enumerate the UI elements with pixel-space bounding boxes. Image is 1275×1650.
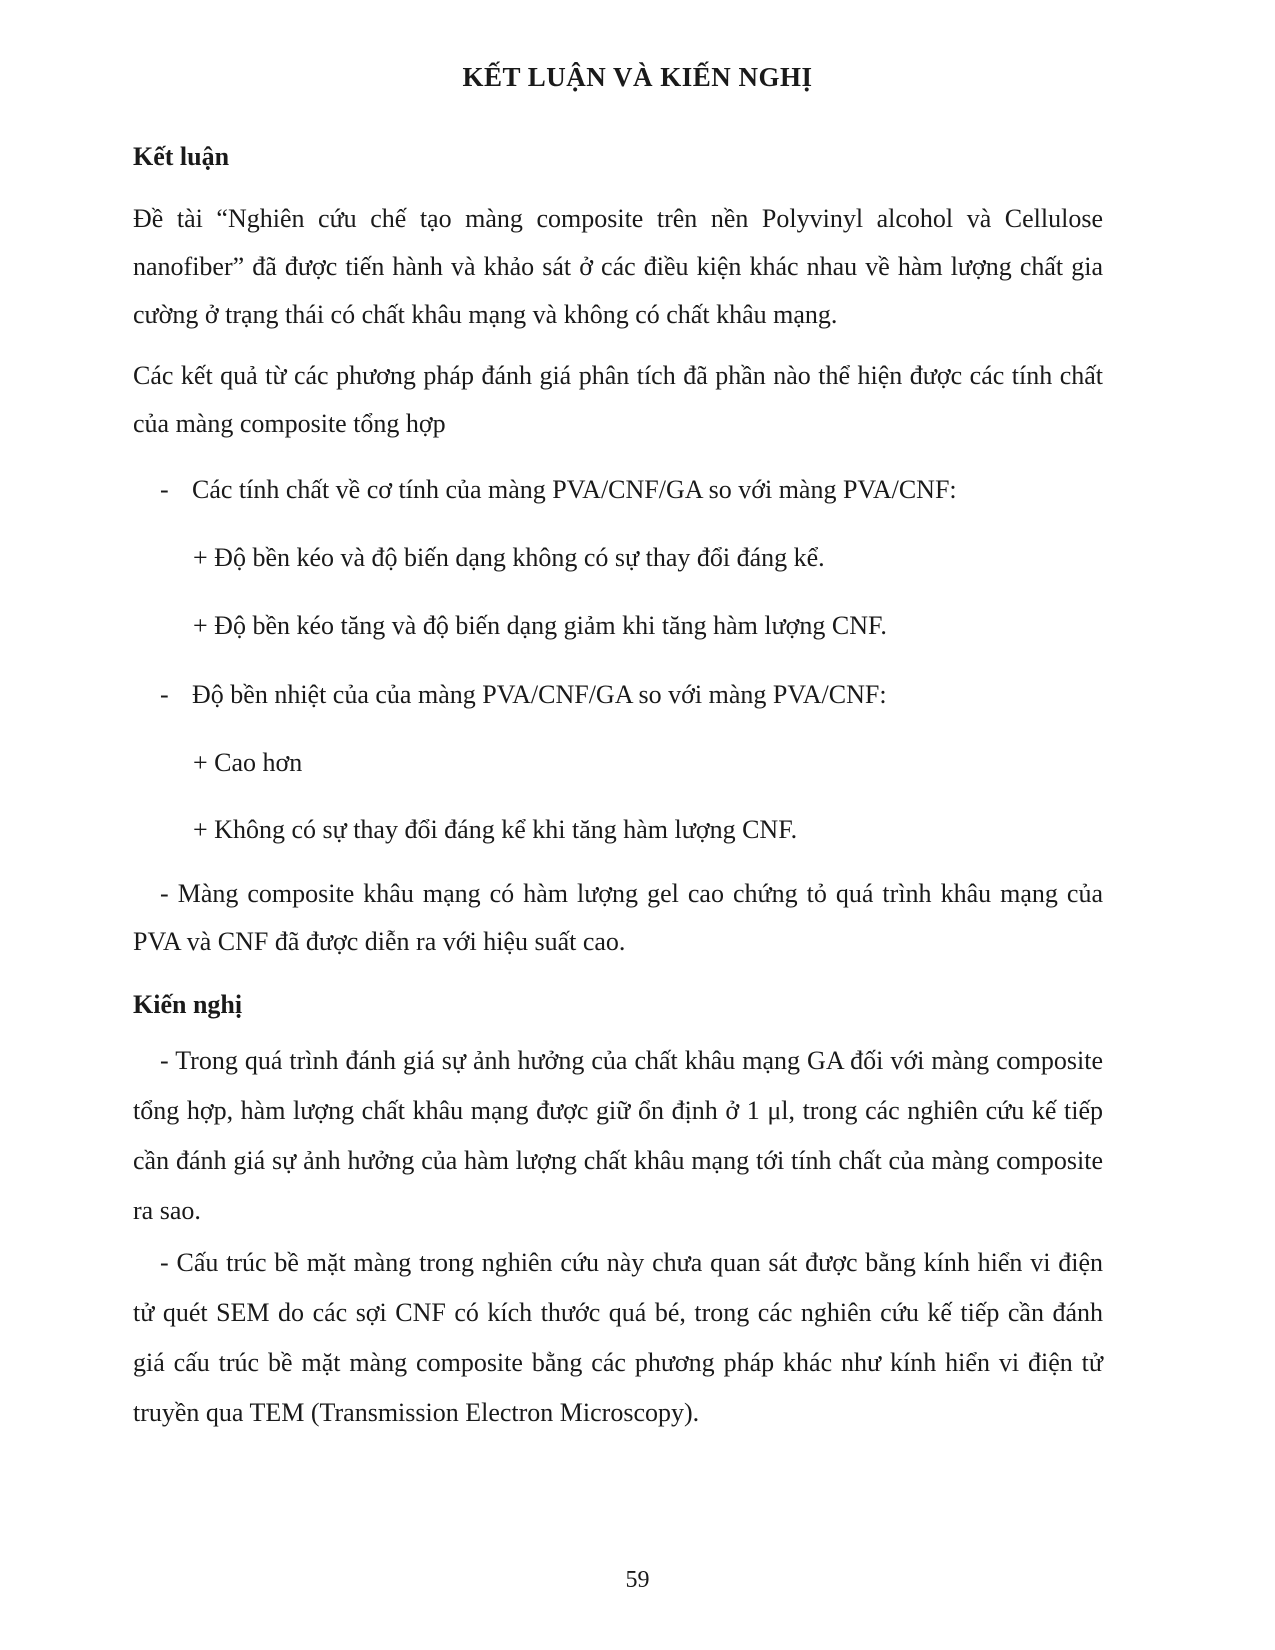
conclusion-paragraph-2: Các kết quả từ các phương pháp đánh giá phân tích đã phần nào thể hiện được các tính chất của màng composite tổng hợp [133, 361, 1103, 438]
conclusion-bullet-1-sub-2: + Độ bền kéo tăng và độ biến dạng giảm khi tăng hàm lượng CNF. [193, 611, 887, 640]
bullet-marker: - [160, 475, 169, 504]
bullet-text: Độ bền nhiệt của của màng PVA/CNF/GA so với màng PVA/CNF: [192, 680, 887, 709]
bullet-marker: - [160, 680, 169, 709]
conclusion-bullet-1 [160, 475, 957, 505]
bullet-text: Cấu trúc bề mặt màng trong nghiên cứu này chưa quan sát được bằng kính hiển vi điện tử quét SEM do các sợi CNF có kích thước quá bé, trong các nghiên cứu kế tiếp cần đánh giá cấu trúc bề mặt màng composite bằng các phương pháp khác như kính hiển vi điện tử truyền qua TEM (Transmission Electron Microscopy). [133, 1248, 1104, 1427]
page-title: KẾT LUẬN VÀ KIẾN NGHỊ [462, 62, 813, 92]
conclusion-bullet-2-sub-2: + Không có sự thay đổi đáng kể khi tăng hàm lượng CNF. [193, 815, 798, 844]
conclusion-paragraph-1: Đề tài “Nghiên cứu chế tạo màng composite trên nền Polyvinyl alcohol và Cellulose nanofiber” đã được tiến hành và khảo sát ở các điều kiện khác nhau về hàm lượng chất gia cường ở trạng thái có chất khâu mạng và không có chất khâu mạng. [133, 204, 1103, 329]
bullet-marker: - [160, 879, 169, 908]
conclusion-heading: Kết luận [133, 142, 230, 171]
bullet-marker: - [160, 1046, 169, 1075]
conclusion-bullet-1-sub-1: + Độ bền kéo và độ biến dạng không có sự thay đổi đáng kể. [193, 543, 825, 572]
bullet-text: Các tính chất về cơ tính của màng PVA/CNF/GA so với màng PVA/CNF: [192, 475, 957, 504]
bullet-marker: - [160, 1248, 169, 1277]
bullet-text: Màng composite khâu mạng có hàm lượng gel cao chứng tỏ quá trình khâu mạng của PVA và CNF đã được diễn ra với hiệu suất cao. [133, 879, 1103, 956]
conclusion-bullet-3 [133, 870, 1103, 966]
recommendation-bullet-1 [133, 1036, 1103, 1236]
conclusion-bullet-2 [160, 680, 887, 710]
recommendation-bullet-2 [133, 1238, 1103, 1438]
conclusion-bullet-2-sub-1: + Cao hơn [193, 748, 303, 777]
bullet-text: Trong quá trình đánh giá sự ảnh hưởng của chất khâu mạng GA đối với màng composite tổng hợp, hàm lượng chất khâu mạng được giữ ổn định ở 1 μl, trong các nghiên cứu kế tiếp cần đánh giá sự ảnh hưởng của hàm lượng chất khâu mạng tới tính chất của màng composite ra sao. [133, 1046, 1103, 1225]
recommendation-heading: Kiến nghị [133, 990, 243, 1019]
page-number: 59 [625, 1567, 650, 1593]
